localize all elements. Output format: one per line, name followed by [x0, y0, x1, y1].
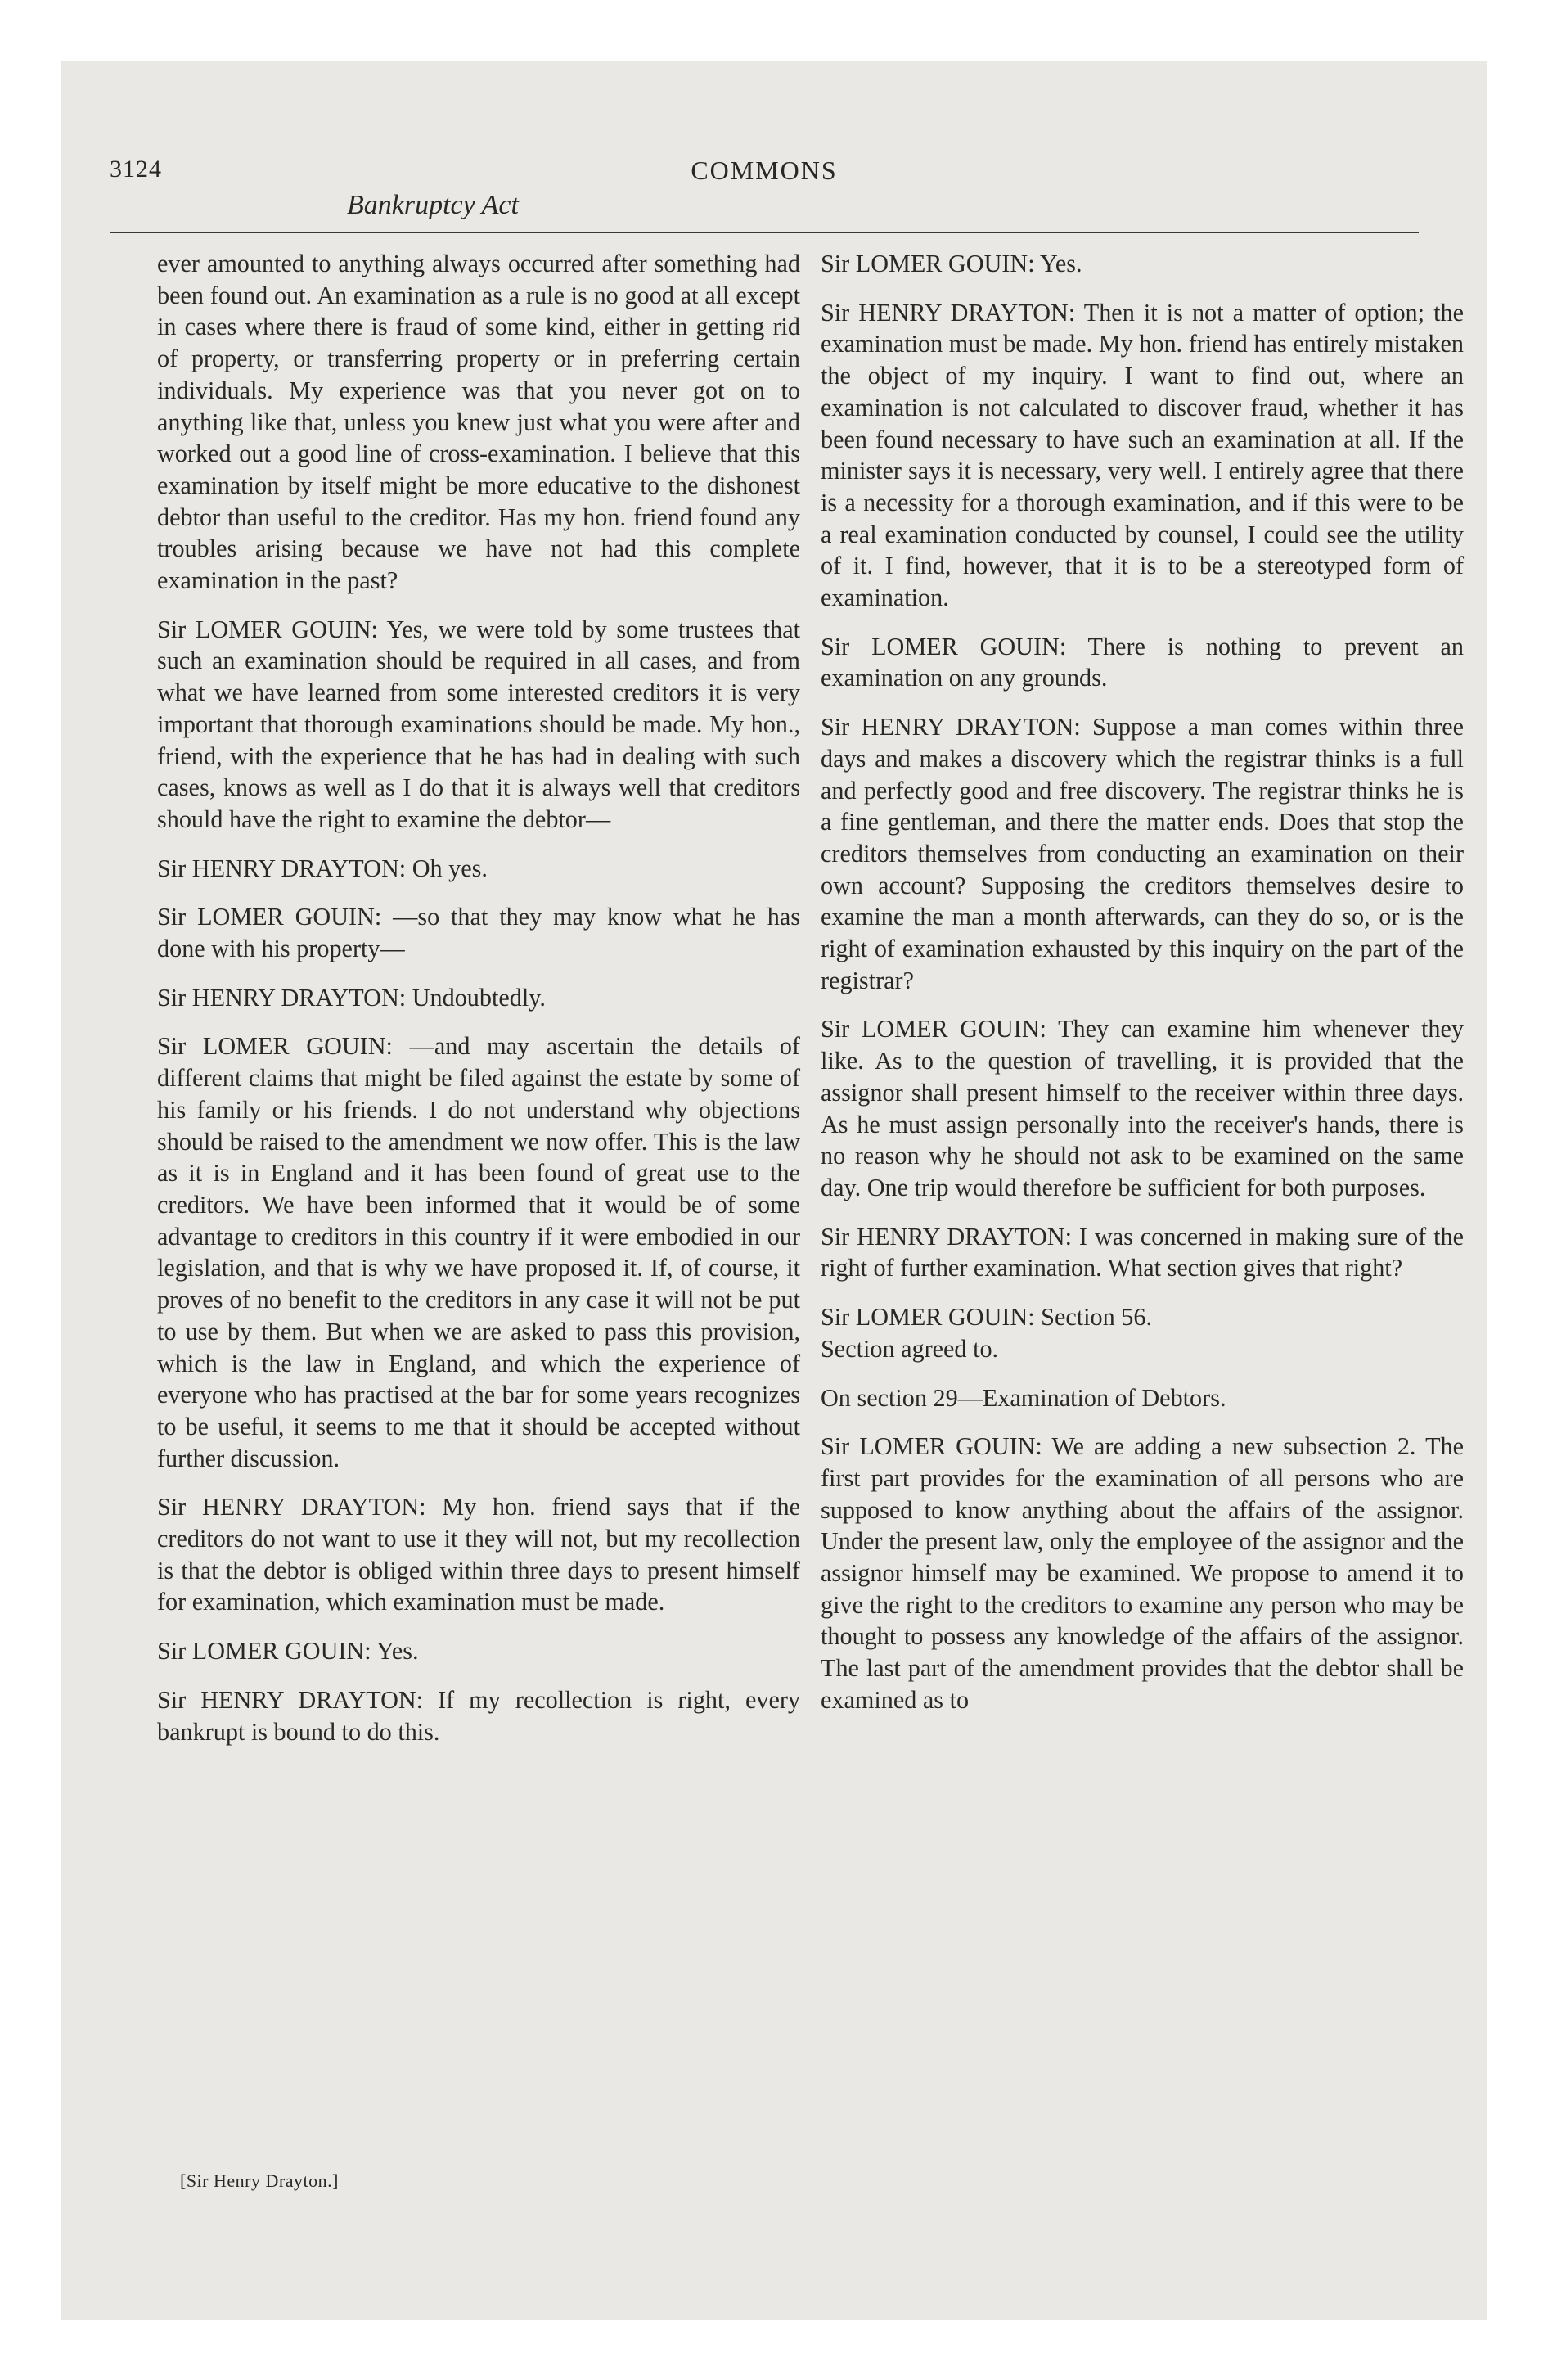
paragraph: ever amounted to anything always occurred after something had been found out. An examination as a rule is no good at all except in cases where there is fraud of some kind, either in getting rid of property, or transferring property or in preferring certain individuals. My experience was that you never got on to anything like that, unless you knew just what you were after and worked out a good line of cross-examination. I believe that this examination by itself might be more educative to the dishonest debtor than useful to the creditor. Has my hon. friend found any troubles arising because we have not had this complete examination in the past?: [157, 250, 800, 595]
section-title: Bankruptcy Act: [347, 190, 519, 220]
paragraph: Sir HENRY DRAYTON: My hon. friend says that if the creditors do not want to use it they will not, but my recollection is that the debtor is obliged within three days to present himself for examination, which examination must be made.: [157, 1493, 800, 1616]
paragraph: Sir LOMER GOUIN: —and may ascertain the details of different claims that might be filed against the estate by some of his family or his friends. I do not understand why objections should be raised to the amendment we now offer. This is the law as it is in England and it has been found of great use to the creditors. We have been informed that it would be of some advantage to creditors in this country if it were embodied in our legislation, and that is why we have proposed it. If, of course, it proves of no benefit to the creditors in any case it will not be put to use by them. But when we are asked to pass this provision, which is the law in England, and which the experience of everyone who has practised at the bar for some years recognizes to be useful, it seems to me that it should be accepted without further discussion.: [157, 1032, 800, 1472]
speaker-footnote: [Sir Henry Drayton.]: [180, 2170, 339, 2191]
paragraph: Sir LOMER GOUIN: Yes, we were told by some trustees that such an examination should be required in all cases, and from what we have learned from some interested creditors it is very important that thorough examinations should be made. My hon., friend, with the experience that he has had in dealing with such cases, knows as well as I do that it is always well that creditors should have the right to examine the debtor—: [157, 615, 800, 833]
paragraph: Sir HENRY DRAYTON: If my recollection is right, every bankrupt is bound to do this.: [157, 1685, 800, 1746]
page-number: 3124: [110, 156, 162, 183]
right-column: [821, 248, 1464, 1716]
paragraph: Section agreed to.: [821, 1334, 999, 1363]
paragraph: Sir LOMER GOUIN: They can examine him whenever they like. As to the question of travelling, it is provided that the assignor shall present himself to the receiver within three days. As he must assign personally into the receiver's hands, there is no reason why he should not ask to be examined on the same day. One trip would therefore be sufficient for both purposes.: [821, 1015, 1464, 1201]
header-rule: [110, 232, 1419, 233]
paragraph: Sir LOMER GOUIN: Yes.: [157, 1637, 419, 1666]
paragraph: Sir LOMER GOUIN: There is nothing to prevent an examination on any grounds.: [821, 632, 1464, 692]
paragraph: Sir LOMER GOUIN: Yes.: [821, 250, 1082, 277]
paragraph: Sir HENRY DRAYTON: Then it is not a matter of option; the examination must be made. My hon. friend has entirely mistaken the object of my inquiry. I want to find out, where an examination is not calculated to discover fraud, whether it has been found necessary to have such an examination at all. If the minister says it is necessary, very well. I entirely agree that there is a necessity for a thorough examination, and if this were to be a real examination conducted by counsel, I could see the utility of it. I find, however, that it is to be a stereotyped form of examination.: [821, 298, 1464, 612]
paragraph: Sir HENRY DRAYTON: Oh yes.: [157, 854, 488, 882]
paragraph: Sir LOMER GOUIN: We are adding a new subsection 2. The first part provides for the examination of all persons who are supposed to know anything about the affairs of the assignor. Under the present law, only the employee of the assignor and the assignor himself may be examined. We propose to amend it to give the right to the creditors to examine any person who may be thought to possess any knowledge of the affairs of the assignor. The last part of the amendment provides that the debtor shall be examined as to: [821, 1432, 1464, 1714]
paragraph: Sir LOMER GOUIN: —so that they may know what he has done with his property—: [157, 903, 800, 963]
paragraph: On section 29—Examination of Debtors.: [821, 1383, 1226, 1412]
page-header: [110, 156, 1419, 237]
paragraph: Sir HENRY DRAYTON: Undoubtedly.: [157, 983, 546, 1012]
running-title: COMMONS: [691, 156, 838, 185]
paragraph: Sir LOMER GOUIN: Section 56.: [821, 1303, 1152, 1332]
paragraph: Sir HENRY DRAYTON: I was concerned in making sure of the right of further examination. What section gives that right?: [821, 1222, 1464, 1282]
left-column: [157, 248, 800, 1747]
paragraph: Sir HENRY DRAYTON: Suppose a man comes within three days and makes a discovery which the registrar thinks is a full and perfectly good and free discovery. The registrar thinks he is a fine gentleman, and there the matter ends. Does that stop the creditors themselves from conducting an examination on their own account? Supposing the creditors themselves desire to examine the man a month afterwards, can they do so, or is the right of examination exhausted by this inquiry on the part of the registrar?: [821, 713, 1464, 994]
